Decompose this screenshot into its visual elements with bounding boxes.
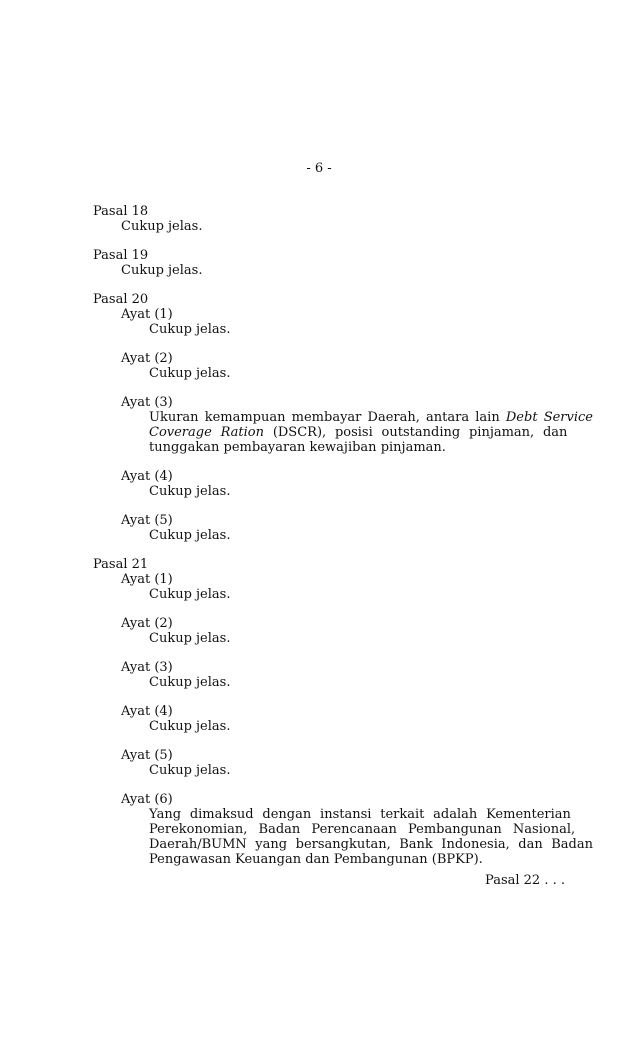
pasal-19-section: [93, 248, 565, 278]
paragraph-line-4: Pengawasan Keuangan dan Pembangunan (BPKP).: [149, 852, 483, 867]
ayat-paragraph: [121, 807, 593, 867]
pasal-20-body: [93, 307, 593, 543]
pasal-21-ayat-3: [121, 660, 565, 690]
ayat-body: Cukup jelas.: [149, 484, 231, 499]
ayat-body: Cukup jelas.: [149, 322, 231, 337]
ayat-body: Cukup jelas.: [149, 675, 231, 690]
pasal-21-body: [93, 572, 593, 867]
page-number: - 6 -: [306, 161, 332, 176]
ayat-body: Cukup jelas.: [149, 631, 231, 646]
pasal-21-section: [93, 557, 593, 867]
ayat-title: Ayat (5): [121, 748, 173, 763]
ayat-title: Ayat (3): [121, 660, 173, 675]
pasal-20-ayat-1: [121, 307, 565, 337]
paragraph-line-1: [149, 410, 593, 425]
pasal-18-section: [93, 204, 565, 234]
ayat-paragraph: [121, 410, 593, 455]
line-text: Ukuran kemampuan membayar Daerah, antara lain: [149, 410, 506, 425]
italic-term: Debt Service: [505, 410, 593, 425]
ayat-body: Cukup jelas.: [149, 719, 231, 734]
pasal-20-ayat-2: [121, 351, 565, 381]
pasal-19-title: Pasal 19: [93, 248, 149, 263]
ayat-title: Ayat (1): [121, 307, 173, 322]
pasal-21-ayat-1: [121, 572, 565, 602]
document-content: [93, 204, 593, 881]
pasal-21-ayat-4: [121, 704, 565, 734]
pasal-18-title: Pasal 18: [93, 204, 149, 219]
paragraph-line-1: Yang dimaksud dengan instansi terkait adalah Kementerian: [149, 807, 571, 822]
pasal-21-ayat-5: [121, 748, 565, 778]
ayat-body: Cukup jelas.: [149, 587, 231, 602]
pasal-20-ayat-4: [121, 469, 565, 499]
ayat-title: Ayat (4): [121, 469, 173, 484]
paragraph-line-3: Daerah/BUMN yang bersangkutan, Bank Indonesia, dan Badan: [149, 837, 593, 852]
ayat-body: Cukup jelas.: [149, 763, 231, 778]
ayat-body: Cukup jelas.: [149, 366, 231, 381]
line-text: (DSCR), posisi outstanding pinjaman, dan: [264, 425, 568, 440]
pasal-20-title: Pasal 20: [93, 292, 149, 307]
ayat-title: Ayat (3): [121, 395, 173, 410]
paragraph-line-2: Perekonomian, Badan Perencanaan Pembangunan Nasional,: [149, 822, 576, 837]
paragraph-line-2: [149, 425, 568, 440]
ayat-title: Ayat (2): [121, 351, 173, 366]
pasal-21-ayat-2: [121, 616, 565, 646]
paragraph-line-3: tunggakan pembayaran kewajiban pinjaman.: [149, 440, 446, 455]
next-page-reference: Pasal 22 . . .: [485, 873, 565, 888]
ayat-title: Ayat (2): [121, 616, 173, 631]
ayat-title: Ayat (6): [121, 792, 173, 807]
pasal-20-ayat-3: [121, 395, 593, 455]
pasal-20-ayat-5: [121, 513, 565, 543]
ayat-title: Ayat (1): [121, 572, 173, 587]
ayat-body: Cukup jelas.: [149, 528, 231, 543]
italic-term: Coverage Ration: [149, 425, 265, 440]
ayat-title: Ayat (5): [121, 513, 173, 528]
pasal-21-title: Pasal 21: [93, 557, 149, 572]
pasal-18-body: Cukup jelas.: [121, 219, 203, 234]
pasal-20-section: [93, 292, 593, 543]
pasal-21-ayat-6: [121, 792, 593, 867]
pasal-19-body: Cukup jelas.: [121, 263, 203, 278]
ayat-title: Ayat (4): [121, 704, 173, 719]
